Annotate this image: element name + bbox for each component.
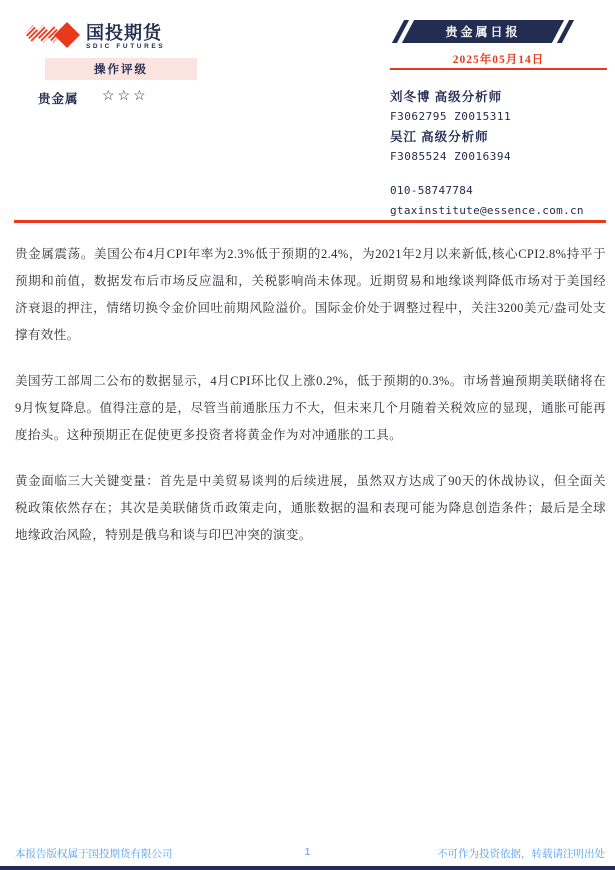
body-paragraph: 美国劳工部周二公布的数据显示，4月CPI环比仅上涨0.2%，低于预期的0.3%。市场普遍预期美联储将在9月恢复降息。值得注意的是，尽管当前通胀压力不大，但未来几个月随着关税效应的显现，通胀可能再度抬头。这种预期正在促使更多投资者将黄金作为对冲通胀的工具。	[15, 374, 606, 442]
analyst-code: F3085524 Z0016394	[390, 150, 512, 163]
footer-disclaimer: 不可作为投资依据，转载请注明出处	[437, 848, 605, 860]
footer-page-number: 1	[304, 846, 311, 858]
analyst-block	[390, 87, 608, 221]
footer-bottom-bar	[0, 866, 615, 870]
report-date: 2025年05月14日	[452, 54, 545, 66]
analyst-name: 刘冬博 高级分析师	[390, 90, 503, 104]
footer-copyright: 本报告版权属于国投期货有限公司	[15, 848, 173, 860]
report-body	[15, 241, 606, 568]
banner-title: 贵金属日报	[445, 25, 521, 39]
date-underline	[390, 68, 607, 70]
logo-subtext: SDIC FUTURES	[86, 43, 166, 50]
contact-phone: 010-58747784	[390, 184, 474, 197]
body-paragraph: 贵金属震荡。美国公布4月CPI年率为2.3%低于预期的2.4%，为2021年2月以来新低,核心CPI2.8%持平于预期和前值，数据发布后市场反应温和，关税影响尚未体现。近期贸易和地缘谈判降低市场对于美国经济衰退的押注，情绪切换令金价回吐前期风险溢价。国际金价处于调整过程中，关注3200美元/盎司处支撑有效性。	[15, 247, 606, 342]
rating-row	[38, 89, 258, 107]
contact-email: gtaxinstitute@essence.com.cn	[390, 204, 584, 217]
header-divider	[14, 220, 606, 223]
analyst-name: 吴江 高级分析师	[390, 130, 489, 144]
rating-stars: ☆☆☆	[102, 89, 149, 104]
footer	[0, 846, 615, 862]
body-paragraph: 黄金面临三大关键变量：首先是中美贸易谈判的后续进展，虽然双方达成了90天的休战协议，但全面关税政策依然存在；其次是美联储货币政策走向，通胀数据的温和表现可能为降息创造条件；最后是全球地缘政治风险，特别是俄乌和谈与印巴冲突的演变。	[15, 474, 606, 542]
instrument-name: 贵金属	[38, 92, 79, 106]
logo-diamonds-icon	[24, 18, 82, 56]
company-logo	[24, 18, 165, 56]
analyst-code: F3062795 Z0015311	[390, 110, 512, 123]
logo-text: 国投期货	[86, 23, 162, 43]
report-banner	[398, 20, 568, 43]
rating-header	[45, 58, 197, 80]
rating-header-label: 操作评级	[94, 64, 148, 76]
